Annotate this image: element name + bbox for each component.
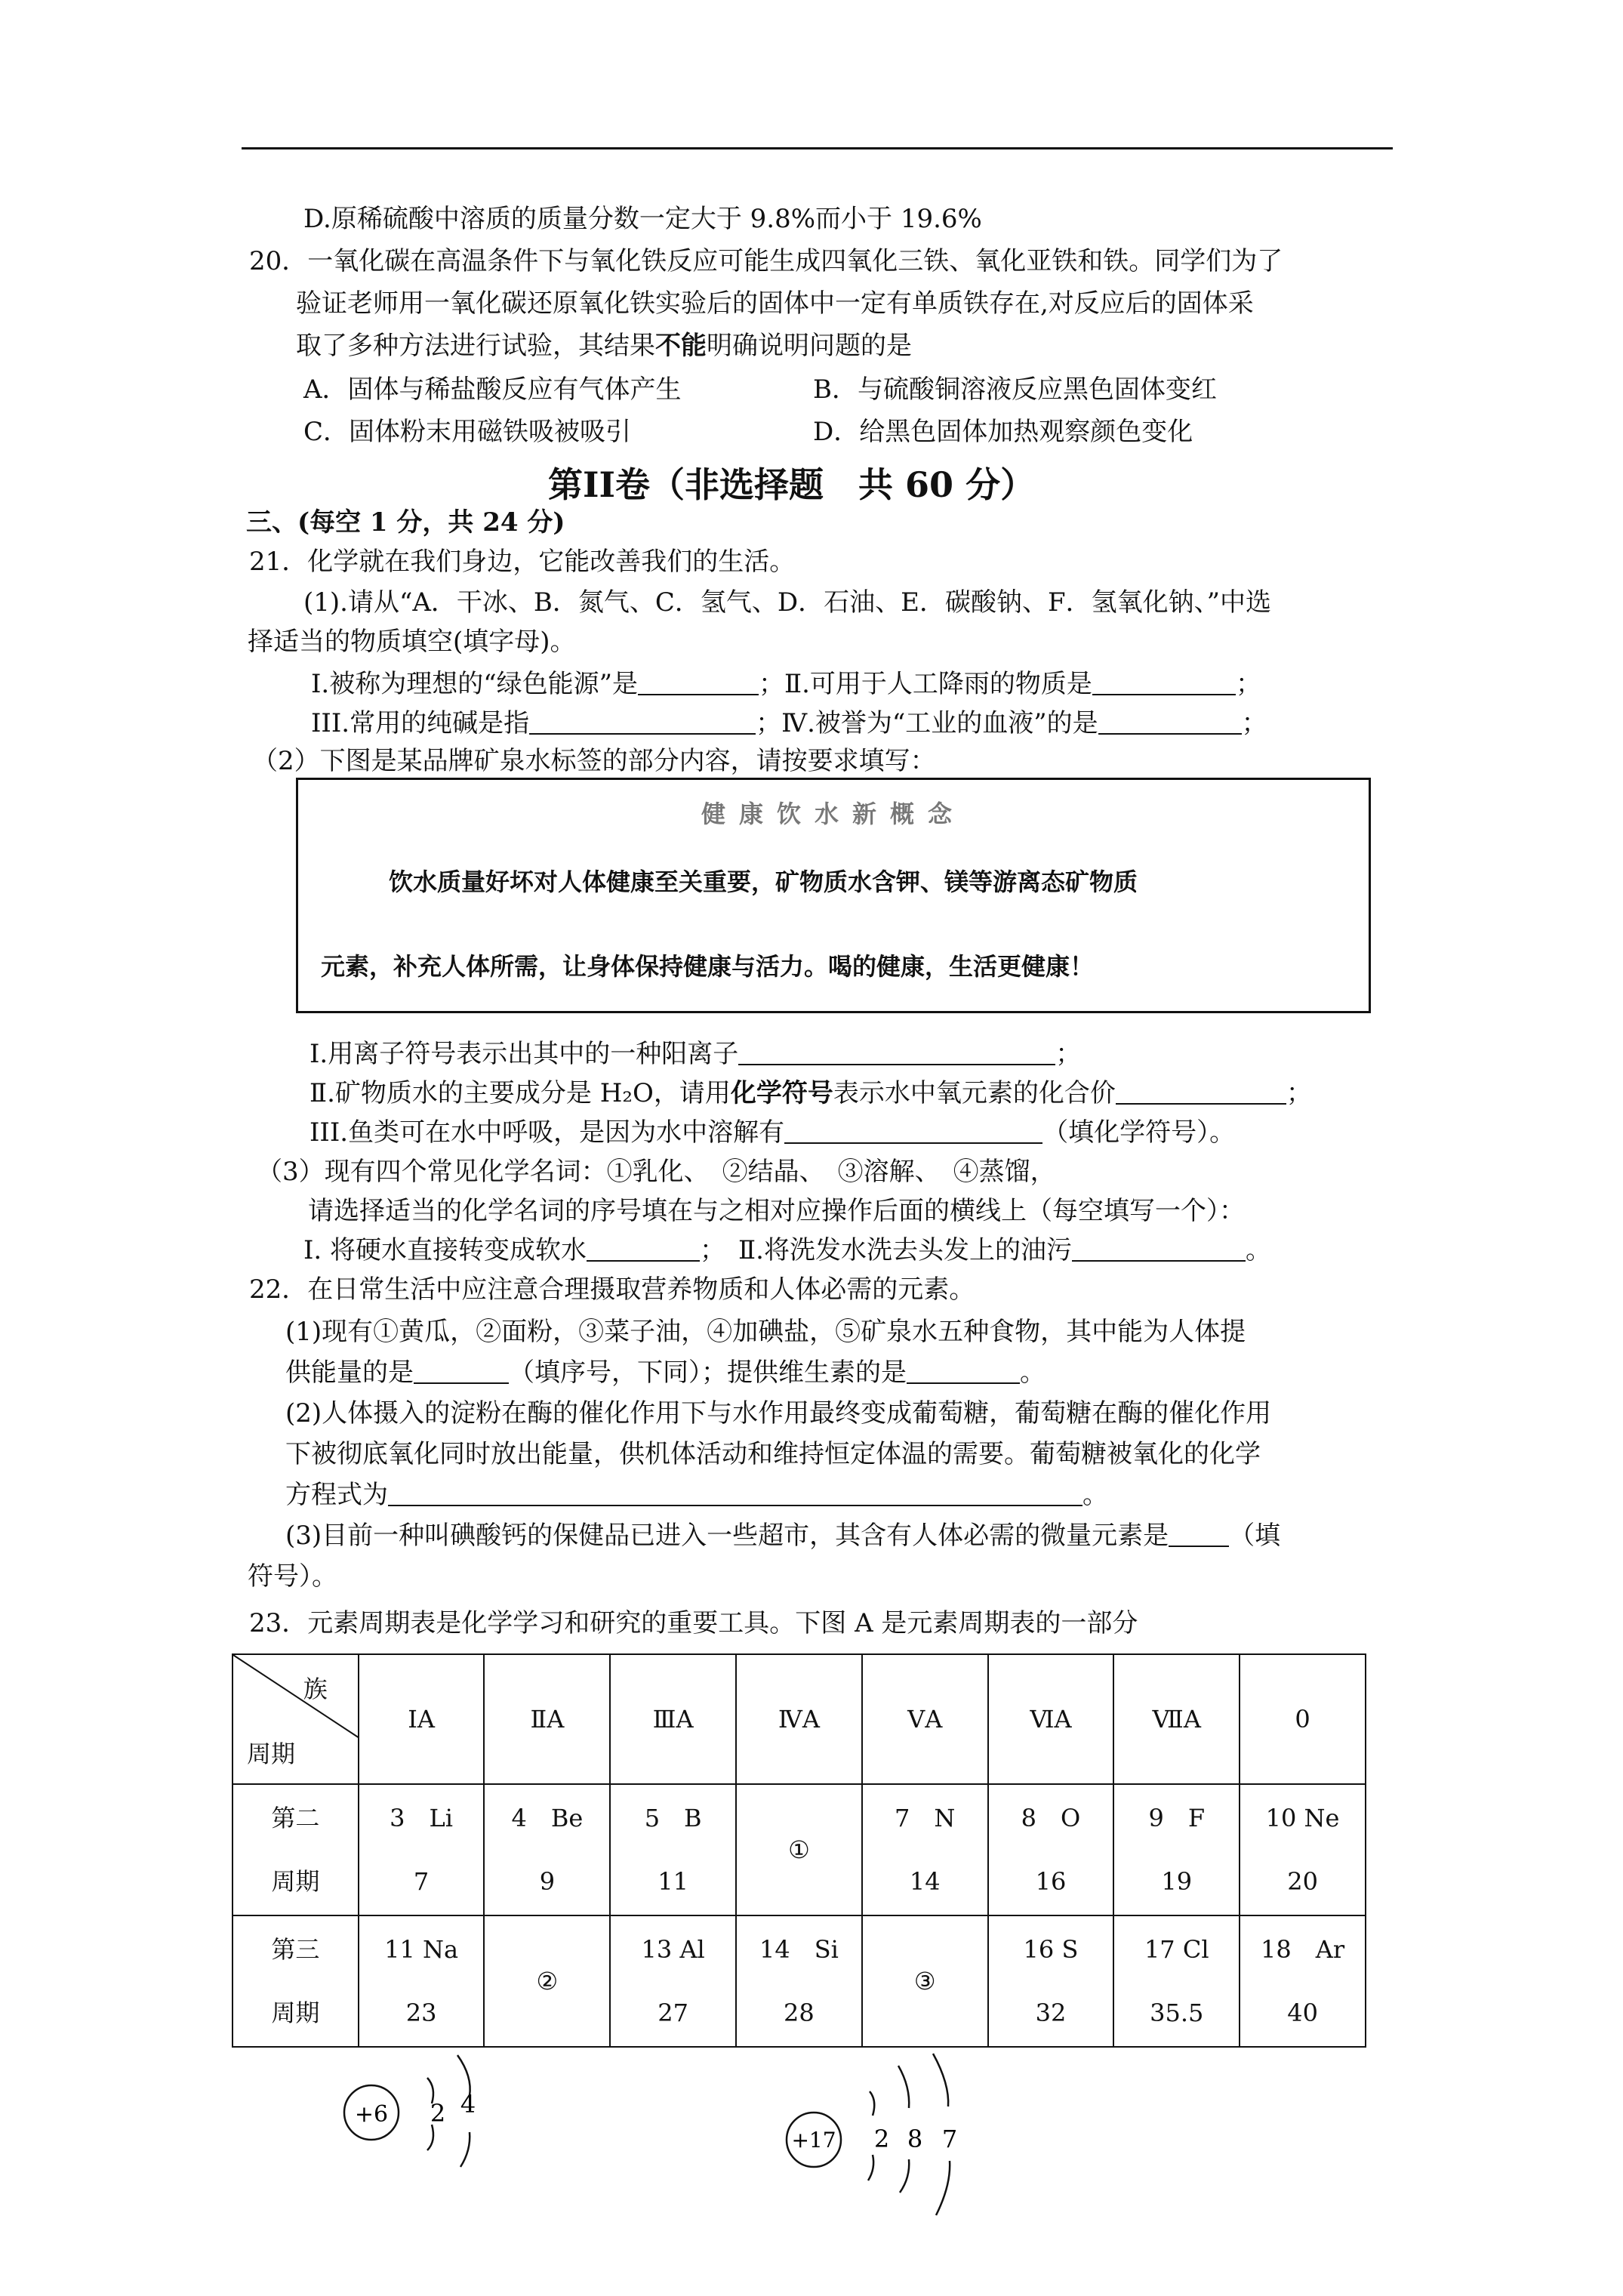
element-cell [988, 1915, 1114, 2047]
q21-2-line-I [310, 1037, 1081, 1071]
q20-option-a: A．固体与稀盐酸反应有气体产生 [303, 374, 682, 405]
element-mass: 14 [909, 1867, 941, 1896]
corner-group-label: 族 [303, 1675, 328, 1703]
q22-1-blank-vitamin[interactable] [907, 1357, 1020, 1384]
label-line2: 元素，补充人体所需，让身体保持健康与活力。喝的健康，生活更健康！ [321, 952, 1095, 981]
semicolon: ； [1241, 708, 1267, 738]
q21-3-item-II: ； Ⅱ.将洗发水洗去头发上的油污 [700, 1235, 1072, 1265]
element-symbol: 17 Cl [1144, 1935, 1209, 1964]
q21-3-blank-II[interactable] [1072, 1234, 1246, 1262]
q21-blank-II[interactable] [1092, 668, 1236, 695]
element-mass: 11 [658, 1867, 688, 1896]
chlorine-shell-count: 2 [873, 2125, 890, 2153]
period-label-top: 第三 [271, 1935, 320, 1964]
q21-stem: 21．化学就在我们身边，它能改善我们的生活。 [249, 547, 796, 577]
q22-part2-line1: (2)人体摄入的淀粉在酶的催化作用下与水作用最终变成葡萄糖，葡萄糖在酶的催化作用 [285, 1398, 1272, 1428]
element-cell [484, 1784, 610, 1915]
table-corner [233, 1654, 359, 1784]
group-header: ⅦA [1113, 1654, 1240, 1784]
period-2-row [233, 1784, 1366, 1915]
q21-item-II: ；Ⅱ.可用于人工降雨的物质是 [759, 669, 1092, 699]
element-cell [610, 1915, 736, 2047]
q21-2-item-II-end: 表示水中氧元素的化合价 [833, 1078, 1116, 1108]
period: 。 [1020, 1358, 1046, 1388]
period-label-bottom: 周期 [271, 1867, 320, 1896]
element-cell [610, 1784, 736, 1915]
q21-3-blank-I[interactable] [587, 1234, 700, 1262]
q21-part3-line2: 请选择适当的化学名词的序号填在与之相对应操作后面的横线上（每空填写一个）： [308, 1196, 1245, 1226]
element-symbol: 9 F [1148, 1804, 1206, 1832]
element-mass: 27 [658, 1999, 688, 2027]
q21-3-item-I: Ⅰ. 将硬水直接转变成软水 [303, 1235, 587, 1265]
element-placeholder: ① [736, 1784, 862, 1915]
element-placeholder: ③ [862, 1915, 988, 2047]
q20-stem-line2: 验证老师用一氧化碳还原氧化铁实验后的固体中一定有单质铁存在,对反应后的固体采 [296, 288, 1254, 319]
group-header: 0 [1240, 1654, 1366, 1784]
period-3-row [233, 1915, 1366, 2047]
chlorine-shell-count: 8 [907, 2125, 923, 2153]
carbon-shell-arc [457, 2055, 470, 2096]
q21-2-emphasis: 化学符号 [730, 1078, 833, 1108]
period: 。 [1083, 1480, 1108, 1510]
element-mass: 7 [413, 1867, 430, 1896]
carbon-nucleus-charge: +6 [354, 2101, 389, 2128]
q21-2-item-III: III.鱼类可在水中呼吸，是因为水中溶解有 [310, 1117, 785, 1148]
element-cell [862, 1784, 988, 1915]
period-label-bottom: 周期 [271, 1999, 320, 2027]
corner-period-label: 周期 [247, 1740, 296, 1768]
q21-2-item-III-end: （填化学符号）。 [1042, 1117, 1236, 1148]
group-header: ⅠA [359, 1654, 485, 1784]
q21-2-item-I: Ⅰ.用离子符号表示出其中的一种阳离子 [310, 1039, 739, 1069]
q19-option-d: D.原稀硫酸中溶质的质量分数一定大于 9.8%而小于 19.6% [303, 204, 982, 234]
element-symbol: 7 N [895, 1804, 956, 1832]
element-symbol: 16 S [1023, 1935, 1079, 1964]
q20-emphasis: 不能 [655, 331, 707, 361]
q21-line-III-IV [311, 707, 1267, 740]
q21-part1-line2: 择适当的物质填空(填字母)。 [248, 627, 576, 657]
q21-2-blank-I[interactable] [738, 1038, 1055, 1065]
q20-stem-line3 [296, 329, 912, 362]
q21-part2-stem: （2）下图是某品牌矿泉水标签的部分内容，请按要求填写： [252, 746, 936, 776]
carbon-shell-count: 2 [430, 2099, 446, 2128]
element-symbol: 3 Li [390, 1804, 454, 1832]
carbon-shell-arc [427, 2125, 433, 2150]
q22-2-blank-equation[interactable] [388, 1479, 1083, 1506]
element-symbol: 14 Si [759, 1935, 839, 1964]
q21-blank-I[interactable] [638, 668, 759, 695]
element-cell [1240, 1915, 1366, 2047]
element-mass: 16 [1035, 1867, 1067, 1896]
q20-option-b: B．与硫酸铜溶液反应黑色固体变红 [813, 374, 1217, 405]
label-title: 健康饮水新概念 [701, 800, 965, 828]
period-label [233, 1915, 359, 2047]
q21-part3-line1: （3）现有四个常见化学名词：①乳化、 ②结晶、 ③溶解、 ④蒸馏， [257, 1157, 1056, 1187]
element-cell [359, 1784, 485, 1915]
q21-2-line-III [310, 1116, 1235, 1149]
q21-line-I-II [311, 667, 1261, 701]
periodic-table [232, 1653, 1366, 2048]
element-placeholder: ② [484, 1915, 610, 2047]
element-mass: 35.5 [1150, 1999, 1204, 2027]
q21-part3-items [303, 1234, 1271, 1267]
q22-part2-line3 [285, 1478, 1108, 1512]
group-header: ⅣA [736, 1654, 862, 1784]
element-cell [359, 1915, 485, 2047]
group-header: ⅥA [988, 1654, 1114, 1784]
part2-title: 第II卷（非选择题 共 60 分） [548, 464, 1036, 505]
group-header: ⅤA [862, 1654, 988, 1784]
chlorine-shell-arc [936, 2161, 950, 2215]
element-mass: 32 [1035, 1999, 1067, 2027]
element-mass: 20 [1287, 1867, 1318, 1896]
q21-blank-III[interactable] [529, 707, 756, 735]
element-symbol: 5 B [644, 1804, 702, 1832]
element-symbol: 4 Be [511, 1804, 584, 1832]
chlorine-atom-diagram [787, 2054, 957, 2215]
period-label-top: 第二 [271, 1804, 320, 1832]
q22-1-text: 供能量的是 [285, 1358, 414, 1388]
chlorine-shell-count: 7 [941, 2125, 958, 2153]
q21-item-IV: ；Ⅳ.被誉为“工业的血液”的是 [756, 708, 1098, 738]
q21-blank-IV[interactable] [1098, 707, 1242, 735]
chlorine-nucleus [787, 2113, 841, 2167]
q22-3-text: (3)目前一种叫碘酸钙的保健品已进入一些超市，其含有人体必需的微量元素是 [285, 1521, 1169, 1551]
q20-stem-text-end: 明确说明问题的是 [707, 331, 912, 361]
q21-2-blank-II[interactable] [1116, 1077, 1286, 1105]
carbon-atom-diagram [344, 2055, 476, 2167]
element-cell [988, 1784, 1114, 1915]
element-symbol: 8 O [1021, 1804, 1081, 1832]
chlorine-shell-arc [868, 2155, 873, 2180]
q21-2-blank-III[interactable] [784, 1117, 1042, 1144]
q20-option-d: D．给黑色固体加热观察颜色变化 [813, 417, 1193, 447]
group-header: ⅢA [610, 1654, 736, 1784]
carbon-shell-count: 4 [460, 2090, 476, 2119]
semicolon: ； [1286, 1078, 1312, 1108]
chlorine-shell-arc [898, 2066, 909, 2108]
element-cell [1113, 1915, 1240, 2047]
carbon-shell-arc [460, 2132, 470, 2167]
q22-1-blank-energy[interactable] [414, 1357, 509, 1384]
label-line1: 饮水质量好坏对人体健康至关重要，矿物质水含钾、镁等游离态矿物质 [389, 868, 1138, 896]
q23-stem: 23．元素周期表是化学学习和研究的重要工具。下图 A 是元素周期表的一部分 [249, 1608, 1138, 1638]
q22-part3-line1 [285, 1519, 1280, 1552]
q22-2-text: 方程式为 [285, 1480, 388, 1510]
q22-part3-line2: 符号）。 [248, 1561, 337, 1592]
element-mass: 40 [1287, 1999, 1318, 2027]
q20-stem-line1: 20．一氧化碳在高温条件下与氧化铁反应可能生成四氧化三铁、氧化亚铁和铁。同学们为了 [249, 246, 1283, 276]
header-rule [242, 147, 1393, 149]
element-symbol: 11 Na [384, 1935, 459, 1964]
carbon-shell-arc [427, 2078, 433, 2103]
chlorine-shell-arc [870, 2091, 874, 2116]
q21-item-I: Ⅰ.被称为理想的“绿色能源”是 [311, 669, 639, 699]
q22-1-text-mid: （填序号，下同）；提供维生素的是 [509, 1358, 907, 1388]
element-cell [1240, 1784, 1366, 1915]
period-label [233, 1784, 359, 1915]
element-mass: 28 [784, 1999, 815, 2027]
q22-3-text-end: （填 [1229, 1521, 1281, 1551]
q21-item-III: III.常用的纯碱是指 [311, 708, 530, 738]
element-symbol: 18 Ar [1261, 1935, 1345, 1964]
element-mass: 23 [405, 1999, 437, 2027]
semicolon: ； [1235, 669, 1261, 699]
section3-heading: 三、(每空 1 分，共 24 分) [246, 507, 565, 538]
q20-stem-text: 取了多种方法进行试验，其结果 [296, 331, 655, 361]
q21-2-item-II: Ⅱ.矿物质水的主要成分是 H₂O，请用 [310, 1078, 731, 1108]
q21-2-line-II [310, 1077, 1312, 1110]
q22-part2-line2: 下被彻底氧化同时放出能量，供机体活动和维持恒定体温的需要。葡萄糖被氧化的化学 [285, 1439, 1261, 1469]
period: 。 [1245, 1235, 1271, 1265]
q22-stem: 22．在日常生活中应注意合理摄取营养物质和人体必需的元素。 [249, 1274, 975, 1305]
q22-part1-line1: (1)现有①黄瓜，②面粉，③菜子油，④加碘盐，⑤矿泉水五种食物，其中能为人体提 [285, 1317, 1246, 1347]
chlorine-shell-arc [933, 2054, 948, 2106]
q20-option-c: C．固体粉末用磁铁吸被吸引 [303, 417, 632, 447]
q21-part1-line1: (1).请从“A．干冰、B．氮气、C．氢气、D．石油、E．碳酸钠、F．氢氧化钠、”中选 [303, 587, 1271, 618]
chlorine-shell-arc [900, 2159, 909, 2193]
chlorine-nucleus-charge: +17 [791, 2128, 836, 2153]
element-mass: 19 [1161, 1867, 1193, 1896]
q22-3-blank[interactable] [1169, 1520, 1229, 1547]
carbon-nucleus [344, 2085, 399, 2140]
element-symbol: 13 Al [641, 1935, 705, 1964]
element-cell [1113, 1784, 1240, 1915]
q22-part1-line2 [285, 1356, 1046, 1389]
element-cell [736, 1915, 862, 2047]
mineral-water-label [296, 778, 1371, 1013]
element-mass: 9 [539, 1867, 556, 1896]
group-header: ⅡA [484, 1654, 610, 1784]
semicolon: ； [1055, 1039, 1082, 1069]
element-symbol: 10 Ne [1265, 1804, 1340, 1832]
